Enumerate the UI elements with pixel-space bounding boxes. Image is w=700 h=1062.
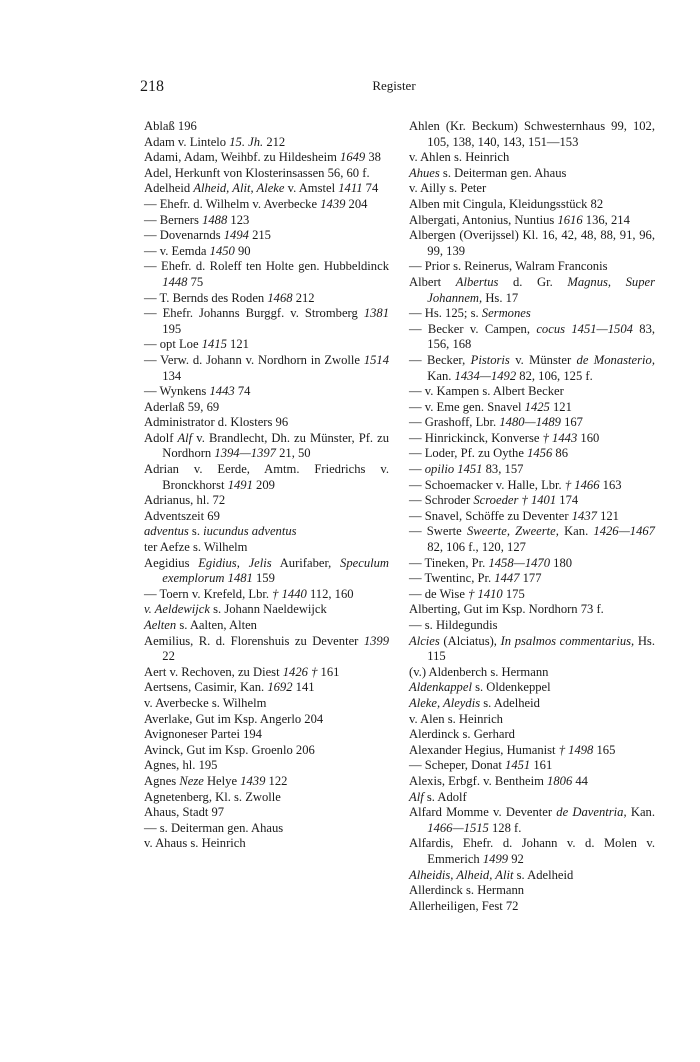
index-entry: v. Ahlen s. Heinrich bbox=[409, 150, 510, 165]
running-head: Register bbox=[372, 78, 416, 93]
index-entry: Adolf Alf v. Brandlecht, Dh. zu Münster, Pf. zu Nordhorn 1394—1397 21, 50 bbox=[144, 430, 389, 461]
index-entry: Ahues s. Deiterman gen. Ahaus bbox=[409, 165, 567, 180]
index-entry: Agnes Neze Helye 1439 122 bbox=[144, 773, 288, 788]
index-entry: Ahaus, Stadt 97 bbox=[144, 805, 225, 820]
index-entry: Ahlen (Kr. Beckum) Schwesternhaus 99, 102, 105, 138, 140, 143, 151—153 bbox=[409, 119, 655, 149]
index-entry: v. Aeldewijck s. Johann Naeldewijck bbox=[144, 602, 327, 617]
index-entry: Albergen (Overijssel) Kl. 16, 42, 48, 88, 91, 96, 99, 139 bbox=[409, 228, 655, 258]
index-entry: — v. Kampen s. Albert Becker bbox=[409, 384, 564, 399]
index-entry: Adam v. Lintelo 15. Jh. 212 bbox=[144, 134, 286, 149]
index-entry: Alheidis, Alheid, Alit s. Adelheid bbox=[409, 867, 574, 882]
index-entry: — s. Deiterman gen. Ahaus bbox=[144, 820, 284, 835]
index-entry: v. Ailly s. Peter bbox=[409, 181, 487, 196]
index-entry: v. Ahaus s. Heinrich bbox=[144, 836, 246, 851]
index-entry: — Tineken, Pr. 1458—1470 180 bbox=[409, 555, 573, 570]
index-entry: Allerdinck s. Hermann bbox=[409, 883, 525, 898]
index-entry: Alexis, Erbgf. v. Bentheim 1806 44 bbox=[409, 773, 588, 788]
index-entry: Averlake, Gut im Ksp. Angerlo 204 bbox=[144, 711, 324, 726]
index-entry: Administrator d. Klosters 96 bbox=[144, 415, 289, 430]
index-entry: Adrian v. Eerde, Amtm. Friedrichs v. Bronckhorst 1491 209 bbox=[144, 462, 389, 492]
index-entry: — v. Eme gen. Snavel 1425 121 bbox=[409, 399, 572, 414]
index-entry: Avignoneser Partei 194 bbox=[144, 727, 262, 742]
index-entry: — Scheper, Donat 1451 161 bbox=[409, 758, 553, 773]
index-entry: adventus s. iucundus adventus bbox=[144, 524, 297, 539]
index-entry: Alberting, Gut im Ksp. Nordhorn 73 f. bbox=[409, 602, 604, 617]
index-entry: Alfardis, Ehefr. d. Johann v. d. Molen v. Emmerich 1499 92 bbox=[409, 836, 655, 866]
page-number: 218 bbox=[140, 78, 164, 95]
index-entry: ter Aefze s. Wilhelm bbox=[144, 540, 248, 555]
index-entry: Aldenkappel s. Oldenkeppel bbox=[409, 680, 551, 695]
index-entry: (v.) Aldenberch s. Hermann bbox=[409, 664, 549, 679]
index-entry: — opilio 1451 83, 157 bbox=[409, 462, 524, 477]
index-entry: Albergati, Antonius, Nuntius 1616 136, 214 bbox=[409, 212, 630, 227]
index-entry: — T. Bernds des Roden 1468 212 bbox=[144, 290, 315, 305]
index-entry: — Ehefr. Johanns Burggf. v. Stromberg 1381 195 bbox=[144, 306, 389, 336]
index-entry: — Prior s. Reinerus, Walram Franconis bbox=[409, 259, 608, 274]
index-entry: Alf s. Adolf bbox=[409, 789, 467, 804]
index-entry: — Ehefr. d. Wilhelm v. Averbecke 1439 204 bbox=[144, 196, 368, 211]
index-entry: — Toern v. Krefeld, Lbr. † 1440 112, 160 bbox=[144, 586, 354, 601]
index-entry: — Verw. d. Johann v. Nordhorn in Zwolle 1514 134 bbox=[144, 352, 389, 383]
index-entry: Adrianus, hl. 72 bbox=[144, 493, 226, 508]
index-entry: — Schoemacker v. Halle, Lbr. † 1466 163 bbox=[409, 477, 622, 492]
index-entry: — Twentinc, Pr. 1447 177 bbox=[409, 571, 542, 586]
index-entry: — Snavel, Schöffe zu Deventer 1437 121 bbox=[409, 508, 619, 523]
index-entry: Adventszeit 69 bbox=[144, 508, 220, 523]
index-entry: v. Alen s. Heinrich bbox=[409, 711, 503, 726]
index-entry: Alcies (Alciatus), In psalmos commentarius, Hs. 115 bbox=[409, 633, 655, 664]
index-entry: v. Averbecke s. Wilhelm bbox=[144, 695, 267, 710]
index-entry: Adelheid Alheid, Alit, Aleke v. Amstel 1411 74 bbox=[144, 181, 379, 196]
index-entry: — Becker v. Campen, cocus 1451—1504 83, 156, 168 bbox=[409, 321, 656, 352]
index-entry: Aertsens, Casimir, Kan. 1692 141 bbox=[144, 680, 315, 695]
index-entry: Aleke, Aleydis s. Adelheid bbox=[409, 695, 540, 710]
index-entry: — Dovenarnds 1494 215 bbox=[144, 228, 271, 243]
index-entry: Aert v. Rechoven, zu Diest 1426 † 161 bbox=[144, 664, 340, 679]
index-entry: Alben mit Cingula, Kleidungsstück 82 bbox=[409, 196, 604, 211]
index-entry: Allerheiligen, Fest 72 bbox=[409, 898, 519, 913]
index-entry: — Hs. 125; s. Sermones bbox=[409, 306, 531, 321]
index-entry: — Hinrickinck, Konverse † 1443 160 bbox=[409, 430, 600, 445]
index-entry: Agnetenberg, Kl. s. Zwolle bbox=[144, 789, 281, 804]
index-column-left bbox=[144, 119, 389, 852]
index-entry: Alerdinck s. Gerhard bbox=[409, 727, 515, 742]
index-entry: Aderlaß 59, 69 bbox=[144, 399, 220, 414]
index-entry: — de Wise † 1410 175 bbox=[409, 586, 525, 601]
index-entry: Albert Albertus d. Gr. Magnus, Super Johannem, Hs. 17 bbox=[409, 274, 656, 305]
index-entry: — Schroder Scroeder † 1401 174 bbox=[409, 493, 579, 508]
index-column-right bbox=[409, 119, 655, 914]
index-entry: Aelten s. Aalten, Alten bbox=[144, 618, 257, 632]
index-entry: Avinck, Gut im Ksp. Groenlo 206 bbox=[144, 742, 315, 757]
index-entry: — Grashoff, Lbr. 1480—1489 167 bbox=[409, 415, 583, 430]
index-entry: — Wynkens 1443 74 bbox=[144, 384, 251, 399]
index-entry: Alfard Momme v. Deventer de Daventria, Kan. 1466—1515 128 f. bbox=[409, 805, 655, 835]
index-entry: — Ehefr. d. Roleff ten Holte gen. Hubbeldinck 1448 75 bbox=[144, 259, 389, 289]
index-entry: — Swerte Sweerte, Zweerte, Kan. 1426—1467 82, 106 f., 120, 127 bbox=[409, 524, 655, 555]
index-entry: Alexander Hegius, Humanist † 1498 165 bbox=[409, 742, 616, 757]
index-entry: — opt Loe 1415 121 bbox=[144, 337, 249, 352]
index-entry: Aegidius Egidius, Jelis Aurifaber, Speculum exemplorum 1481 159 bbox=[144, 555, 390, 586]
index-entry: Aemilius, R. d. Florenshuis zu Deventer 1399 22 bbox=[144, 633, 389, 664]
index-entry: Adami, Adam, Weihbf. zu Hildesheim 1649 38 bbox=[144, 150, 381, 165]
index-entry: — Berners 1488 123 bbox=[144, 212, 250, 227]
index-entry: — Loder, Pf. zu Oythe 1456 86 bbox=[409, 446, 568, 461]
index-entry: Ablaß 196 bbox=[144, 119, 197, 133]
index-entry: — Becker, Pistoris v. Münster de Monasterio, Kan. 1434—1492 82, 106, 125 f. bbox=[409, 352, 655, 383]
index-entry: — s. Hildegundis bbox=[409, 618, 498, 632]
index-entry: — v. Eemda 1450 90 bbox=[144, 243, 251, 258]
index-entry: Agnes, hl. 195 bbox=[144, 758, 218, 773]
index-entry: Adel, Herkunft von Klosterinsassen 56, 60 f. bbox=[144, 165, 370, 180]
